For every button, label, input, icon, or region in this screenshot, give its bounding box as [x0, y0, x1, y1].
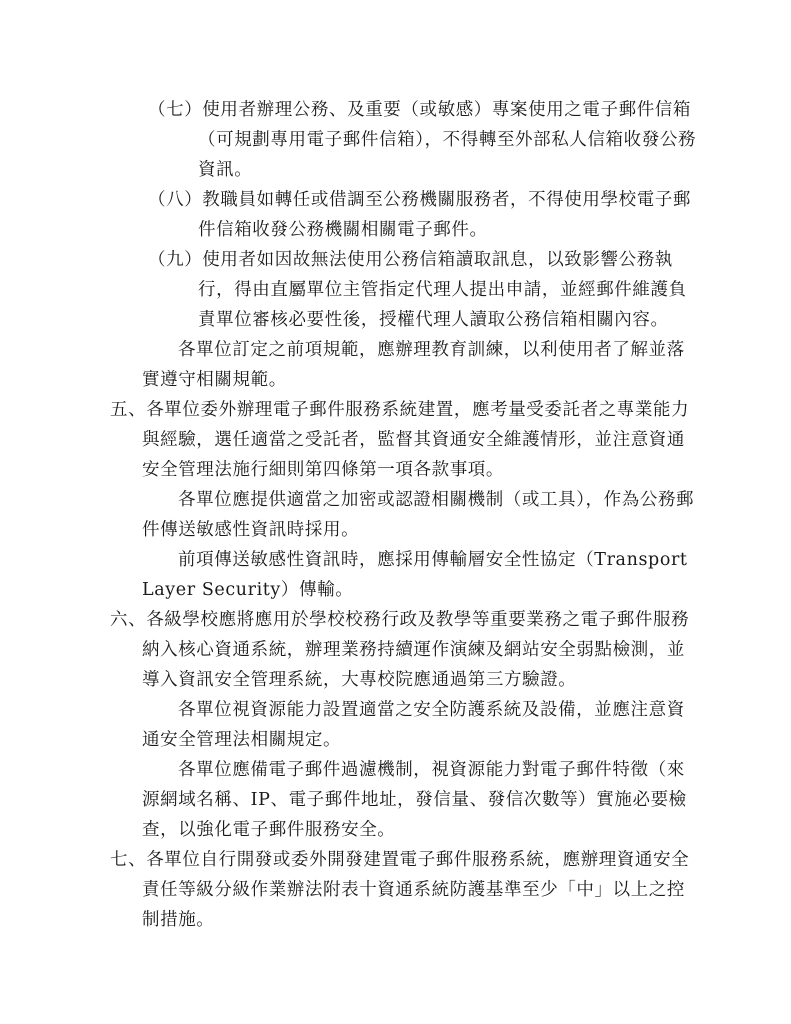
text-line: 責單位審核必要性後，授權代理人讀取公務信箱相關內容。 [198, 310, 669, 330]
text-line: 與經驗，選任適當之受託者，監督其資通安全維護情形，並注意資通 [142, 430, 685, 450]
text-line: 五、各單位委外辦理電子郵件服務系統建置，應考量受委託者之專業能力 [110, 400, 690, 420]
text-line: 制措施。 [142, 910, 215, 930]
text-line: 導入資訊安全管理系統，大專校院應通過第三方驗證。 [142, 670, 577, 690]
text-line: 資訊。 [198, 160, 253, 180]
text-line: 各單位訂定之前項規範，應辦理教育訓練，以利使用者了解並落 [178, 340, 685, 360]
text-line: 各單位應備電子郵件過濾機制，視資源能力對電子郵件特徵（來 [178, 760, 685, 780]
text-line: 實遵守相關規範。 [142, 370, 287, 390]
text-line: 安全管理法施行細則第四條第一項各款事項。 [142, 460, 504, 480]
text-line: 七、各單位自行開發或委外開發建置電子郵件服務系統，應辦理資通安全 [110, 850, 690, 870]
text-line: 各單位視資源能力設置適當之安全防護系統及設備，並應注意資 [178, 700, 685, 720]
text-line: 行，得由直屬單位主管指定代理人提出申請，並經郵件維護負 [198, 280, 687, 300]
text-line: Layer Security）傳輸。 [142, 580, 354, 600]
text-line: （可規劃專用電子郵件信箱），不得轉至外部私人信箱收發公務 [198, 130, 697, 150]
text-line: 納入核心資通系統，辦理業務持續運作演練及網站安全弱點檢測，並 [142, 640, 685, 660]
text-line: （八）教職員如轉任或借調至公務機關服務者，不得使用學校電子郵 [148, 190, 691, 210]
text-line: 通安全管理法相關規定。 [142, 730, 342, 750]
text-line: 件信箱收發公務機關相關電子郵件。 [198, 220, 488, 240]
text-line: 六、各級學校應將應用於學校校務行政及教學等重要業務之電子郵件服務 [110, 610, 690, 630]
text-line: （九）使用者如因故無法使用公務信箱讀取訊息，以致影響公務執 [148, 250, 673, 270]
text-line: （七）使用者辦理公務、及重要（或敏感）專案使用之電子郵件信箱 [148, 100, 691, 120]
text-line: 查，以強化電子郵件服務安全。 [142, 820, 396, 840]
text-line: 件傳送敏感性資訊時採用。 [142, 520, 360, 540]
text-line: 前項傳送敏感性資訊時，應採用傳輸層安全性協定（Transport [178, 550, 688, 570]
text-line: 責任等級分級作業辦法附表十資通系統防護基準至少「中」以上之控 [142, 880, 685, 900]
text-line: 源網域名稱、IP、電子郵件地址，發信量、發信次數等）實施必要檢 [142, 790, 687, 810]
text-line: 各單位應提供適當之加密或認證相關機制（或工具），作為公務郵 [178, 490, 695, 510]
